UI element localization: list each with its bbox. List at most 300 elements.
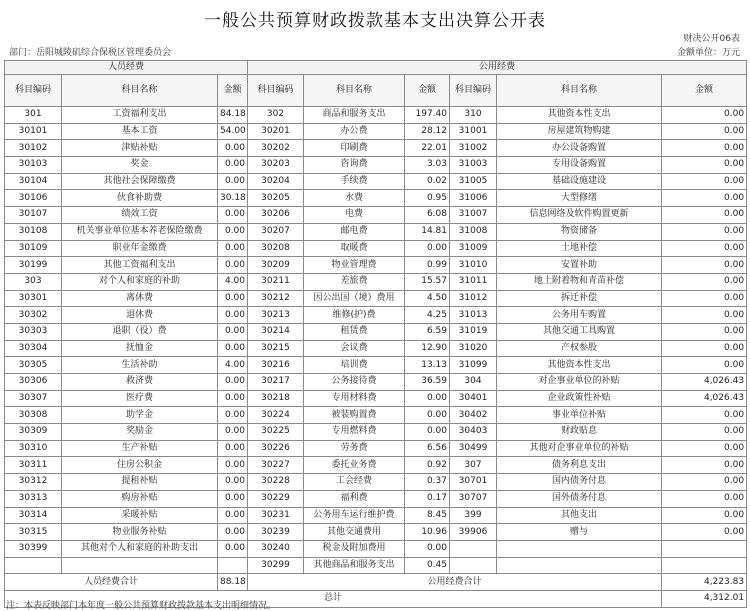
public-name-cell: 工会经费	[304, 474, 405, 491]
personnel-name-cell: 其他社会保障缴费	[62, 173, 218, 190]
capital-code-cell: 31001	[450, 123, 497, 140]
public-code-cell: 30215	[248, 340, 304, 357]
personnel-name-cell: 退休费	[62, 307, 218, 324]
public-name-cell: 手续费	[304, 173, 405, 190]
public-amount-cell: 4.25	[405, 307, 450, 324]
table-row	[5, 340, 747, 357]
capital-name-cell: 财政贴息	[497, 424, 662, 441]
public-name-cell: 劳务费	[304, 440, 405, 457]
capital-amount-cell: 0.00	[662, 107, 747, 124]
personnel-code-cell	[5, 557, 62, 574]
capital-name-cell: 产权参股	[497, 340, 662, 357]
col-code: 科目编码	[450, 75, 497, 107]
public-amount-cell: 8.45	[405, 507, 450, 524]
capital-amount-cell: 0.00	[662, 290, 747, 307]
public-code-cell: 30218	[248, 390, 304, 407]
public-amount-cell: 0.37	[405, 474, 450, 491]
public-name-cell: 因公出国（境）费用	[304, 290, 405, 307]
capital-code-cell: 399	[450, 507, 497, 524]
capital-code-cell: 31008	[450, 223, 497, 240]
public-total-label: 公用经费合计	[248, 574, 662, 591]
personnel-amount-cell: 0.00	[218, 340, 248, 357]
capital-name-cell: 事业单位补贴	[497, 407, 662, 424]
col-amount: 金额	[218, 75, 248, 107]
public-name-cell: 商品和服务支出	[304, 107, 405, 124]
public-header: 公用经费	[248, 61, 747, 75]
personnel-code-cell: 30103	[5, 157, 62, 174]
personnel-amount-cell: 0.00	[218, 524, 248, 541]
public-amount-cell: 0.00	[405, 240, 450, 257]
personnel-code-cell: 30312	[5, 474, 62, 491]
personnel-amount-cell: 84.18	[218, 107, 248, 124]
public-amount-cell: 0.99	[405, 257, 450, 274]
personnel-amount-cell: 0.00	[218, 290, 248, 307]
public-amount-cell: 6.56	[405, 440, 450, 457]
capital-name-cell: 其他资本性支出	[497, 357, 662, 374]
table-row	[5, 257, 747, 274]
header-group-row	[5, 61, 747, 75]
col-code: 科目编码	[248, 75, 304, 107]
personnel-amount-cell: 0.00	[218, 240, 248, 257]
capital-code-cell: 31011	[450, 273, 497, 290]
table-row	[5, 457, 747, 474]
col-amount: 金额	[662, 75, 747, 107]
table-row	[5, 207, 747, 224]
capital-code-cell: 31019	[450, 323, 497, 340]
personnel-name-cell: 生产补贴	[62, 440, 218, 457]
personnel-code-cell: 301	[5, 107, 62, 124]
personnel-amount-cell: 0.00	[218, 207, 248, 224]
table-row	[5, 323, 747, 340]
public-amount-cell: 0.92	[405, 457, 450, 474]
capital-amount-cell: 0.00	[662, 424, 747, 441]
personnel-amount-cell: 0.00	[218, 474, 248, 491]
capital-name-cell: 信息网络及软件购置更新	[497, 207, 662, 224]
public-amount-cell: 6.08	[405, 207, 450, 224]
personnel-name-cell: 工资福利支出	[62, 107, 218, 124]
capital-name-cell: 其他资本性支出	[497, 107, 662, 124]
public-code-cell: 30228	[248, 474, 304, 491]
capital-code-cell: 31002	[450, 140, 497, 157]
capital-amount-cell: 0.00	[662, 223, 747, 240]
public-code-cell: 30201	[248, 123, 304, 140]
capital-code-cell: 304	[450, 374, 497, 391]
public-name-cell: 维修(护)费	[304, 307, 405, 324]
capital-amount-cell: 0.00	[662, 407, 747, 424]
public-amount-cell: 4.50	[405, 290, 450, 307]
personnel-amount-cell: 30.18	[218, 190, 248, 207]
personnel-name-cell: 奖金	[62, 157, 218, 174]
personnel-name-cell: 救济费	[62, 374, 218, 391]
personnel-name-cell: 对个人和家庭的补助	[62, 273, 218, 290]
capital-code-cell: 31010	[450, 257, 497, 274]
public-code-cell: 30231	[248, 507, 304, 524]
capital-code-cell	[450, 540, 497, 557]
public-amount-cell: 0.00	[405, 407, 450, 424]
capital-amount-cell: 0.00	[662, 273, 747, 290]
table-row	[5, 107, 747, 124]
public-code-cell: 30225	[248, 424, 304, 441]
public-name-cell: 专用燃料费	[304, 424, 405, 441]
public-amount-cell: 0.95	[405, 190, 450, 207]
public-code-cell: 302	[248, 107, 304, 124]
public-amount-cell: 15.57	[405, 273, 450, 290]
personnel-amount-cell: 0.00	[218, 507, 248, 524]
public-name-cell: 税金及附加费用	[304, 540, 405, 557]
capital-amount-cell	[662, 557, 747, 574]
capital-name-cell: 对企事业单位的补贴	[497, 374, 662, 391]
amount-unit: 金额单位：万元	[676, 48, 740, 58]
personnel-code-cell: 30313	[5, 490, 62, 507]
personnel-name-cell: 购房补贴	[62, 490, 218, 507]
public-amount-cell: 14.81	[405, 223, 450, 240]
personnel-name-cell: 住房公积金	[62, 457, 218, 474]
personnel-amount-cell: 0.00	[218, 540, 248, 557]
public-name-cell: 其他商品和服务支出	[304, 557, 405, 574]
public-amount-cell: 10.96	[405, 524, 450, 541]
personnel-code-cell: 30309	[5, 424, 62, 441]
capital-name-cell: 国外债务付息	[497, 490, 662, 507]
table-title: 一般公共预算财政拨款基本支出决算公开表	[204, 11, 546, 31]
table-row	[5, 290, 747, 307]
table-row	[5, 407, 747, 424]
public-amount-cell: 0.00	[405, 390, 450, 407]
public-name-cell: 差旅费	[304, 273, 405, 290]
public-amount-cell: 13.13	[405, 357, 450, 374]
public-amount-cell: 22.01	[405, 140, 450, 157]
capital-name-cell	[497, 557, 662, 574]
capital-code-cell: 30707	[450, 490, 497, 507]
personnel-name-cell: 物业服务补贴	[62, 524, 218, 541]
table-row	[5, 557, 747, 574]
public-code-cell: 30204	[248, 173, 304, 190]
public-name-cell: 水费	[304, 190, 405, 207]
capital-amount-cell: 0.00	[662, 524, 747, 541]
public-name-cell: 公务用车运行维护费	[304, 507, 405, 524]
capital-code-cell: 307	[450, 457, 497, 474]
table-row	[5, 440, 747, 457]
public-code-cell: 30226	[248, 440, 304, 457]
public-code-cell: 30207	[248, 223, 304, 240]
table-row	[5, 474, 747, 491]
public-amount-cell: 197.40	[405, 107, 450, 124]
table-row	[5, 173, 747, 190]
personnel-amount-cell: 0.00	[218, 223, 248, 240]
personnel-code-cell: 30310	[5, 440, 62, 457]
personnel-amount-cell: 0.00	[218, 307, 248, 324]
personnel-code-cell: 30107	[5, 207, 62, 224]
public-code-cell: 30211	[248, 273, 304, 290]
col-amount: 金额	[405, 75, 450, 107]
personnel-code-cell: 30304	[5, 340, 62, 357]
public-code-cell: 30214	[248, 323, 304, 340]
capital-amount-cell: 0.00	[662, 490, 747, 507]
table-row	[5, 490, 747, 507]
capital-name-cell: 专用设备购置	[497, 157, 662, 174]
table-row	[5, 240, 747, 257]
capital-amount-cell: 0.00	[662, 457, 747, 474]
public-name-cell: 邮电费	[304, 223, 405, 240]
personnel-amount-cell: 0.00	[218, 173, 248, 190]
capital-amount-cell: 0.00	[662, 323, 747, 340]
capital-code-cell: 30701	[450, 474, 497, 491]
capital-code-cell	[450, 557, 497, 574]
personnel-code-cell: 30101	[5, 123, 62, 140]
personnel-code-cell: 30305	[5, 357, 62, 374]
public-code-cell: 30213	[248, 307, 304, 324]
public-name-cell: 公务接待费	[304, 374, 405, 391]
personnel-amount-cell: 0.00	[218, 407, 248, 424]
col-code: 科目编码	[5, 75, 62, 107]
capital-name-cell: 地上附着物和青苗补偿	[497, 273, 662, 290]
capital-name-cell: 基础设施建设	[497, 173, 662, 190]
personnel-total-label: 人员经费合计	[5, 574, 218, 591]
table-row	[5, 123, 747, 140]
capital-code-cell: 31099	[450, 357, 497, 374]
personnel-code-cell: 30314	[5, 507, 62, 524]
public-code-cell: 30202	[248, 140, 304, 157]
personnel-amount-cell: 0.00	[218, 140, 248, 157]
personnel-code-cell: 30106	[5, 190, 62, 207]
personnel-code-cell: 30399	[5, 540, 62, 557]
table-row	[5, 273, 747, 290]
capital-amount-cell: 4,026.43	[662, 390, 747, 407]
department-label: 部门：岳阳城陵矶综合保税区管理委员会	[9, 48, 172, 58]
capital-amount-cell	[662, 540, 747, 557]
capital-code-cell: 31020	[450, 340, 497, 357]
personnel-code-cell: 30306	[5, 374, 62, 391]
public-amount-cell: 0.02	[405, 173, 450, 190]
public-code-cell: 30209	[248, 257, 304, 274]
personnel-amount-cell: 0.00	[218, 257, 248, 274]
public-name-cell: 取暖费	[304, 240, 405, 257]
public-code-cell: 30227	[248, 457, 304, 474]
personnel-amount-cell: 4.00	[218, 273, 248, 290]
public-amount-cell: 0.00	[405, 540, 450, 557]
public-name-cell: 委托业务费	[304, 457, 405, 474]
capital-name-cell: 办公设备购置	[497, 140, 662, 157]
public-amount-cell: 6.59	[405, 323, 450, 340]
public-code-cell: 30240	[248, 540, 304, 557]
personnel-amount-cell: 54.00	[218, 123, 248, 140]
capital-code-cell: 310	[450, 107, 497, 124]
capital-amount-cell: 0.00	[662, 123, 747, 140]
personnel-code-cell: 30108	[5, 223, 62, 240]
capital-amount-cell: 4,026.43	[662, 374, 747, 391]
personnel-name-cell: 抚恤金	[62, 340, 218, 357]
capital-amount-cell: 0.00	[662, 190, 747, 207]
capital-name-cell: 其他支出	[497, 507, 662, 524]
personnel-name-cell: 津贴补贴	[62, 140, 218, 157]
personnel-code-cell: 30307	[5, 390, 62, 407]
capital-amount-cell: 0.00	[662, 440, 747, 457]
personnel-name-cell: 职业年金缴费	[62, 240, 218, 257]
capital-code-cell: 31007	[450, 207, 497, 224]
personnel-code-cell: 30303	[5, 323, 62, 340]
capital-amount-cell: 0.00	[662, 340, 747, 357]
capital-name-cell: 债务利息支出	[497, 457, 662, 474]
table-row	[5, 524, 747, 541]
footnote: 注：本表反映部门本年度一般公共预算财政拨款基本支出明细情况。	[6, 601, 277, 611]
public-code-cell: 30217	[248, 374, 304, 391]
public-code-cell: 30239	[248, 524, 304, 541]
personnel-name-cell: 退职（役）费	[62, 323, 218, 340]
personnel-name-cell: 医疗费	[62, 390, 218, 407]
personnel-name-cell: 离休费	[62, 290, 218, 307]
personnel-code-cell: 30311	[5, 457, 62, 474]
public-name-cell: 培训费	[304, 357, 405, 374]
public-total-value: 4,223.83	[662, 574, 747, 591]
personnel-name-cell: 伙食补助费	[62, 190, 218, 207]
capital-code-cell: 31006	[450, 190, 497, 207]
capital-amount-cell: 0.00	[662, 157, 747, 174]
personnel-amount-cell: 0.00	[218, 457, 248, 474]
personnel-code-cell: 30109	[5, 240, 62, 257]
personnel-name-cell: 绩效工资	[62, 207, 218, 224]
public-amount-cell: 0.45	[405, 557, 450, 574]
table-row	[5, 540, 747, 557]
public-name-cell: 专用材料费	[304, 390, 405, 407]
public-name-cell: 印刷费	[304, 140, 405, 157]
public-name-cell: 福利费	[304, 490, 405, 507]
personnel-name-cell: 助学金	[62, 407, 218, 424]
public-name-cell: 其他交通费用	[304, 524, 405, 541]
grand-total-label: 总计	[5, 590, 662, 607]
capital-code-cell: 31012	[450, 290, 497, 307]
capital-code-cell: 39906	[450, 524, 497, 541]
capital-amount-cell: 0.00	[662, 507, 747, 524]
personnel-amount-cell: 4.00	[218, 357, 248, 374]
expenditure-table	[4, 60, 747, 608]
capital-name-cell: 物资储备	[497, 223, 662, 240]
capital-amount-cell: 0.00	[662, 140, 747, 157]
personnel-code-cell: 30301	[5, 290, 62, 307]
personnel-name-cell: 基本工资	[62, 123, 218, 140]
table-row	[5, 307, 747, 324]
capital-code-cell: 30403	[450, 424, 497, 441]
personnel-total-value: 88.18	[218, 574, 248, 591]
capital-name-cell: 公务用车购置	[497, 307, 662, 324]
public-code-cell: 30216	[248, 357, 304, 374]
capital-name-cell: 其他对企事业单位的补贴	[497, 440, 662, 457]
personnel-amount-cell: 0.00	[218, 424, 248, 441]
personnel-code-cell: 30104	[5, 173, 62, 190]
public-name-cell: 咨询费	[304, 157, 405, 174]
public-name-cell: 办公费	[304, 123, 405, 140]
capital-name-cell: 拆迁补偿	[497, 290, 662, 307]
capital-amount-cell: 0.00	[662, 207, 747, 224]
col-name: 科目名称	[304, 75, 405, 107]
personnel-name-cell: 其他对个人和家庭的补助支出	[62, 540, 218, 557]
personnel-amount-cell: 0.00	[218, 440, 248, 457]
personnel-amount-cell: 0.00	[218, 157, 248, 174]
public-name-cell: 会议费	[304, 340, 405, 357]
personnel-name-cell: 采暖补贴	[62, 507, 218, 524]
col-name: 科目名称	[497, 75, 662, 107]
personnel-name-cell: 机关事业单位基本养老保险缴费	[62, 223, 218, 240]
header-column-row	[5, 75, 747, 107]
public-amount-cell: 0.00	[405, 424, 450, 441]
capital-name-cell: 土地补偿	[497, 240, 662, 257]
capital-amount-cell: 0.00	[662, 240, 747, 257]
personnel-name-cell: 其他工资福利支出	[62, 257, 218, 274]
public-code-cell: 30206	[248, 207, 304, 224]
public-code-cell: 30212	[248, 290, 304, 307]
capital-amount-cell: 0.00	[662, 307, 747, 324]
personnel-code-cell: 30315	[5, 524, 62, 541]
capital-code-cell: 30401	[450, 390, 497, 407]
table-row	[5, 223, 747, 240]
table-row	[5, 190, 747, 207]
capital-name-cell: 国内债务付息	[497, 474, 662, 491]
public-name-cell: 租赁费	[304, 323, 405, 340]
personnel-name-cell	[62, 557, 218, 574]
capital-amount-cell: 0.00	[662, 357, 747, 374]
public-code-cell: 30203	[248, 157, 304, 174]
personnel-name-cell: 生活补助	[62, 357, 218, 374]
table-body	[5, 107, 747, 574]
public-amount-cell: 12.90	[405, 340, 450, 357]
capital-name-cell: 安置补助	[497, 257, 662, 274]
table-row	[5, 140, 747, 157]
capital-name-cell: 大型修缮	[497, 190, 662, 207]
table-row	[5, 374, 747, 391]
public-name-cell: 被装购置费	[304, 407, 405, 424]
public-amount-cell: 28.12	[405, 123, 450, 140]
capital-name-cell: 房屋建筑物购建	[497, 123, 662, 140]
subtotal-row	[5, 574, 747, 591]
personnel-amount-cell: 0.00	[218, 374, 248, 391]
personnel-amount-cell: 0.00	[218, 490, 248, 507]
capital-code-cell: 31009	[450, 240, 497, 257]
personnel-code-cell: 303	[5, 273, 62, 290]
personnel-amount-cell: 0.00	[218, 323, 248, 340]
personnel-name-cell: 提租补贴	[62, 474, 218, 491]
personnel-code-cell: 30199	[5, 257, 62, 274]
capital-amount-cell: 0.00	[662, 474, 747, 491]
personnel-amount-cell: 0.00	[218, 390, 248, 407]
capital-code-cell: 31005	[450, 173, 497, 190]
table-row	[5, 390, 747, 407]
public-code-cell: 30299	[248, 557, 304, 574]
public-amount-cell: 3.03	[405, 157, 450, 174]
public-code-cell: 30224	[248, 407, 304, 424]
capital-name-cell: 企业政策性补贴	[497, 390, 662, 407]
public-name-cell: 物业管理费	[304, 257, 405, 274]
capital-code-cell: 30499	[450, 440, 497, 457]
form-number: 财决公开06表	[683, 34, 740, 44]
capital-name-cell	[497, 540, 662, 557]
capital-code-cell: 31003	[450, 157, 497, 174]
capital-name-cell: 赠与	[497, 524, 662, 541]
public-amount-cell: 0.17	[405, 490, 450, 507]
capital-amount-cell: 0.00	[662, 173, 747, 190]
personnel-name-cell: 奖励金	[62, 424, 218, 441]
table-row	[5, 424, 747, 441]
capital-code-cell: 31013	[450, 307, 497, 324]
capital-name-cell: 其他交通工具购置	[497, 323, 662, 340]
grand-total-value: 4,312.01	[662, 590, 747, 607]
personnel-code-cell: 30308	[5, 407, 62, 424]
capital-amount-cell: 0.00	[662, 257, 747, 274]
table-row	[5, 157, 747, 174]
personnel-amount-cell	[218, 557, 248, 574]
col-name: 科目名称	[62, 75, 218, 107]
personnel-header: 人员经费	[5, 61, 248, 75]
table-row	[5, 357, 747, 374]
public-amount-cell: 36.59	[405, 374, 450, 391]
public-name-cell: 电费	[304, 207, 405, 224]
